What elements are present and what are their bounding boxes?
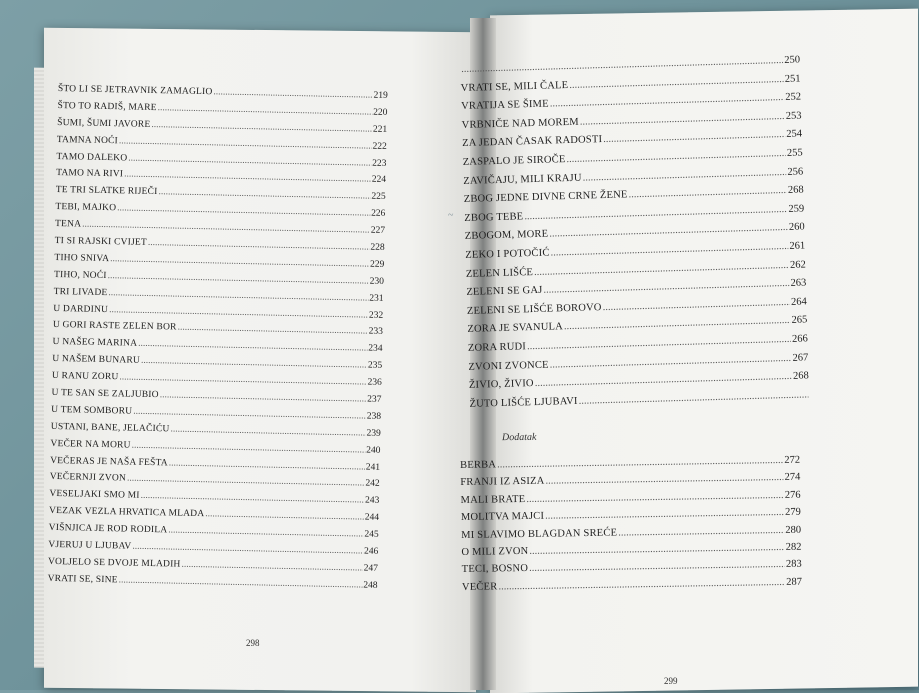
toc-entry-page: 282	[785, 541, 802, 553]
toc-entry-page: 245	[364, 529, 379, 540]
toc-entry-title: MOLITVA MAJCI	[460, 510, 545, 524]
toc-entry-title: VEČERNJI ZVON	[49, 472, 127, 484]
toc-entry-title: U TEM SOMBORU	[51, 404, 133, 417]
toc-entry-title: ZVONI ZVONCE	[468, 359, 549, 373]
toc-entry-title: U NAŠEG MARINA	[52, 337, 138, 350]
toc-entry-page: 287	[786, 576, 803, 588]
toc-entry-page: 260	[788, 221, 805, 234]
toc-leader-dots	[205, 509, 364, 522]
toc-entry-page: 238	[366, 411, 382, 422]
toc-leader-dots	[545, 507, 784, 522]
toc-entry-page: 235	[367, 360, 383, 372]
toc-entry-title: TECI, BOSNO	[461, 563, 529, 576]
toc-entry-title: TAMO NA RIVI	[56, 168, 124, 180]
toc-entry-page: 263	[790, 277, 807, 289]
toc-entry-page: 219	[373, 90, 388, 101]
toc-entry-title: ZAVIČAJU, MILI KRAJU	[463, 172, 582, 187]
toc-entry-title: VRBNIČE NAD MOREM	[461, 116, 579, 131]
toc-entry-title: MALI BRATE	[460, 493, 526, 506]
toc-entry-title: ŽIVIO, ŽIVIO	[468, 378, 534, 391]
toc-entry-title: O MILI ZVON	[461, 545, 529, 558]
toc-entry-page: 264	[790, 296, 807, 308]
toc-entry-page: 234	[368, 343, 383, 355]
toc-leader-dots	[545, 472, 783, 487]
toc-entry-page: 244	[364, 512, 380, 524]
toc-entry-page: 250	[784, 54, 801, 66]
toc-entry-page: 280	[785, 524, 802, 536]
toc-entry-page: 239	[366, 428, 381, 439]
toc-entry-page: 261	[789, 240, 806, 252]
toc-entry-title: ZORA RUDI	[467, 341, 527, 354]
toc-entry-page: 242	[365, 479, 380, 490]
appendix-heading: Dodatak	[501, 431, 537, 444]
toc-entry-title: TEBI, MAJKO	[55, 202, 117, 214]
toc-entry-page: 259	[788, 203, 805, 215]
toc-entry-title: TRI LIVADE	[53, 286, 108, 298]
toc-entry-page: 221	[372, 124, 388, 135]
toc-entry-page: 233	[368, 327, 383, 338]
toc-entry-title: TE TRI SLATKE RIJEČI	[55, 185, 158, 198]
toc-entry-page: 225	[371, 191, 386, 203]
toc-entry-page: 256	[787, 166, 804, 178]
toc-entry-page: 231	[369, 293, 384, 304]
toc-entry-page: 246	[363, 546, 379, 557]
toc-entry-title: TI SI RAJSKI CVIJET	[54, 235, 148, 248]
left-page-number: 298	[246, 638, 260, 648]
toc-entry-title: VEČERAS JE NAŠA FEŠTA	[50, 455, 168, 468]
toc-entry-page: 251	[784, 73, 801, 85]
toc-entry-page: 240	[366, 445, 381, 456]
toc-leader-dots	[618, 524, 784, 538]
toc-entry-page: 272	[784, 454, 801, 466]
toc-entry-title: ZELEN LIŠĆE	[465, 266, 534, 280]
toc-entry-page: 279	[785, 506, 801, 519]
toc-entry-page: 222	[372, 141, 387, 152]
margin-mark: ~	[448, 210, 454, 221]
toc-entry-title: VEČER NA MORU	[50, 438, 131, 451]
toc-entry-page: 241	[365, 462, 381, 473]
toc-entry-title: ZBOG JEDNE DIVNE CRNE ŽENE	[463, 189, 628, 206]
toc-entry-title: ZEKO I POTOČIĆ	[465, 247, 550, 261]
toc-entry-page: 223	[372, 158, 387, 169]
toc-entry-title: ZBOG TEBE	[464, 211, 524, 224]
toc-entry-title: ZELENI SE LIŠĆE BOROVO	[466, 301, 602, 317]
toc-entry-page: 232	[368, 310, 384, 321]
toc-entry-title: TAMO DALEKO	[56, 151, 128, 164]
toc-entry-title: BERBA	[460, 459, 497, 471]
toc-entry-title: VRATI SE, MILI ČALE	[460, 79, 569, 94]
toc-entry-title: ZASPALO JE SIROČE	[462, 154, 566, 168]
left-toc-list	[47, 84, 388, 598]
toc-entry-title: TAMNA NOĆI	[56, 134, 119, 146]
toc-entry-title: ZORA JE SVANULA	[467, 321, 564, 336]
toc-entry-title: VIŠNJICA JE ROD RODILA	[48, 523, 168, 536]
toc-entry-title: U RANU ZORU	[51, 371, 119, 383]
toc-entry-page: 254	[786, 128, 803, 141]
toc-entry-title: ŠTO LI SE JETRAVNIK ZAMAGLIO	[57, 84, 213, 98]
toc-entry-page: 265	[791, 314, 808, 327]
toc-entry-title: USTANI, BANE, JELAČIĆU	[50, 421, 170, 435]
toc-entry-page: 262	[789, 258, 806, 271]
toc-entry-page: 248	[363, 580, 378, 591]
toc-entry-page: 237	[367, 394, 382, 405]
toc-entry-page: 267	[792, 351, 809, 364]
toc-entry-page: 229	[369, 259, 385, 270]
toc-entry-page: 220	[373, 107, 388, 118]
toc-entry-page: 268	[787, 184, 804, 197]
toc-entry-page: 230	[369, 276, 385, 287]
toc-leader-dots	[213, 87, 372, 100]
toc-entry-title: ŽUTO LIŠĆE LJUBAVI	[469, 395, 578, 410]
toc-entry-title: VRATIJA SE ŠIME	[461, 98, 549, 113]
toc-entry-page: 226	[370, 208, 386, 220]
toc-entry-page: 227	[370, 225, 386, 237]
toc-entry-title: ZBOGOM, MORE	[464, 228, 549, 243]
toc-entry-title: ŠUMI, ŠUMI JAVORE	[57, 117, 151, 130]
toc-entry-title: TENA	[54, 219, 82, 230]
toc-entry-title: TIHO SNIVA	[54, 252, 110, 265]
toc-entry-title: ZELENI SE GAJ	[466, 284, 543, 299]
toc-entry-page: 253	[785, 110, 802, 122]
toc-entry-page: 247	[363, 563, 379, 574]
toc-entry-title: U TE SAN SE ZALJUBIO	[51, 387, 159, 401]
toc-entry-title: U DARDINU	[53, 303, 109, 315]
toc-entry-page: 243	[364, 495, 380, 507]
toc-entry-page: 252	[785, 91, 802, 104]
right-toc-list	[460, 55, 810, 418]
toc-entry-page: 274	[784, 472, 801, 484]
toc-entry-title: VEČER	[461, 581, 498, 593]
toc-entry-page: 228	[370, 242, 385, 253]
toc-entry-page: 236	[367, 377, 382, 388]
right-page-number: 299	[664, 676, 678, 686]
toc-entry-title: MI SLAVIMO BLAGDAN SREĆE	[461, 527, 618, 541]
toc-entry-page: 224	[371, 175, 387, 186]
toc-entry-title: FRANJI IZ ASIZA	[460, 476, 545, 489]
toc-entry-title: VOLJELO SE DVOJE MLADIH	[47, 556, 181, 570]
toc-entry-title: VRATI SE, SINE	[47, 573, 118, 586]
toc-entry-title: U NAŠEM BUNARU	[52, 354, 141, 367]
toc-entry-page: 268	[792, 370, 810, 382]
toc-entry-page: 276	[784, 489, 801, 501]
toc-entry-title: VJERUJ U LJUBAV	[48, 539, 132, 552]
toc-entry-title: U GORI RASTE ZELEN BOR	[52, 320, 177, 334]
toc-entry-page: 266	[791, 333, 808, 345]
toc-entry-title: VEZAK VEZLA HRVATICA MLADA	[48, 506, 205, 520]
toc-entry-title: ZA JEDAN ČASAK RADOSTI	[462, 134, 603, 150]
toc-entry-title: TIHO, NOĆI	[53, 269, 107, 281]
toc-entry-page: 283	[785, 558, 802, 571]
appendix-toc-list	[460, 455, 802, 599]
toc-entry-page: 255	[786, 147, 803, 159]
toc-entry-title: ŠTO TO RADIŠ, MARE	[57, 100, 157, 113]
toc-entry-title: VESELJAKI SMO MI	[49, 489, 140, 502]
